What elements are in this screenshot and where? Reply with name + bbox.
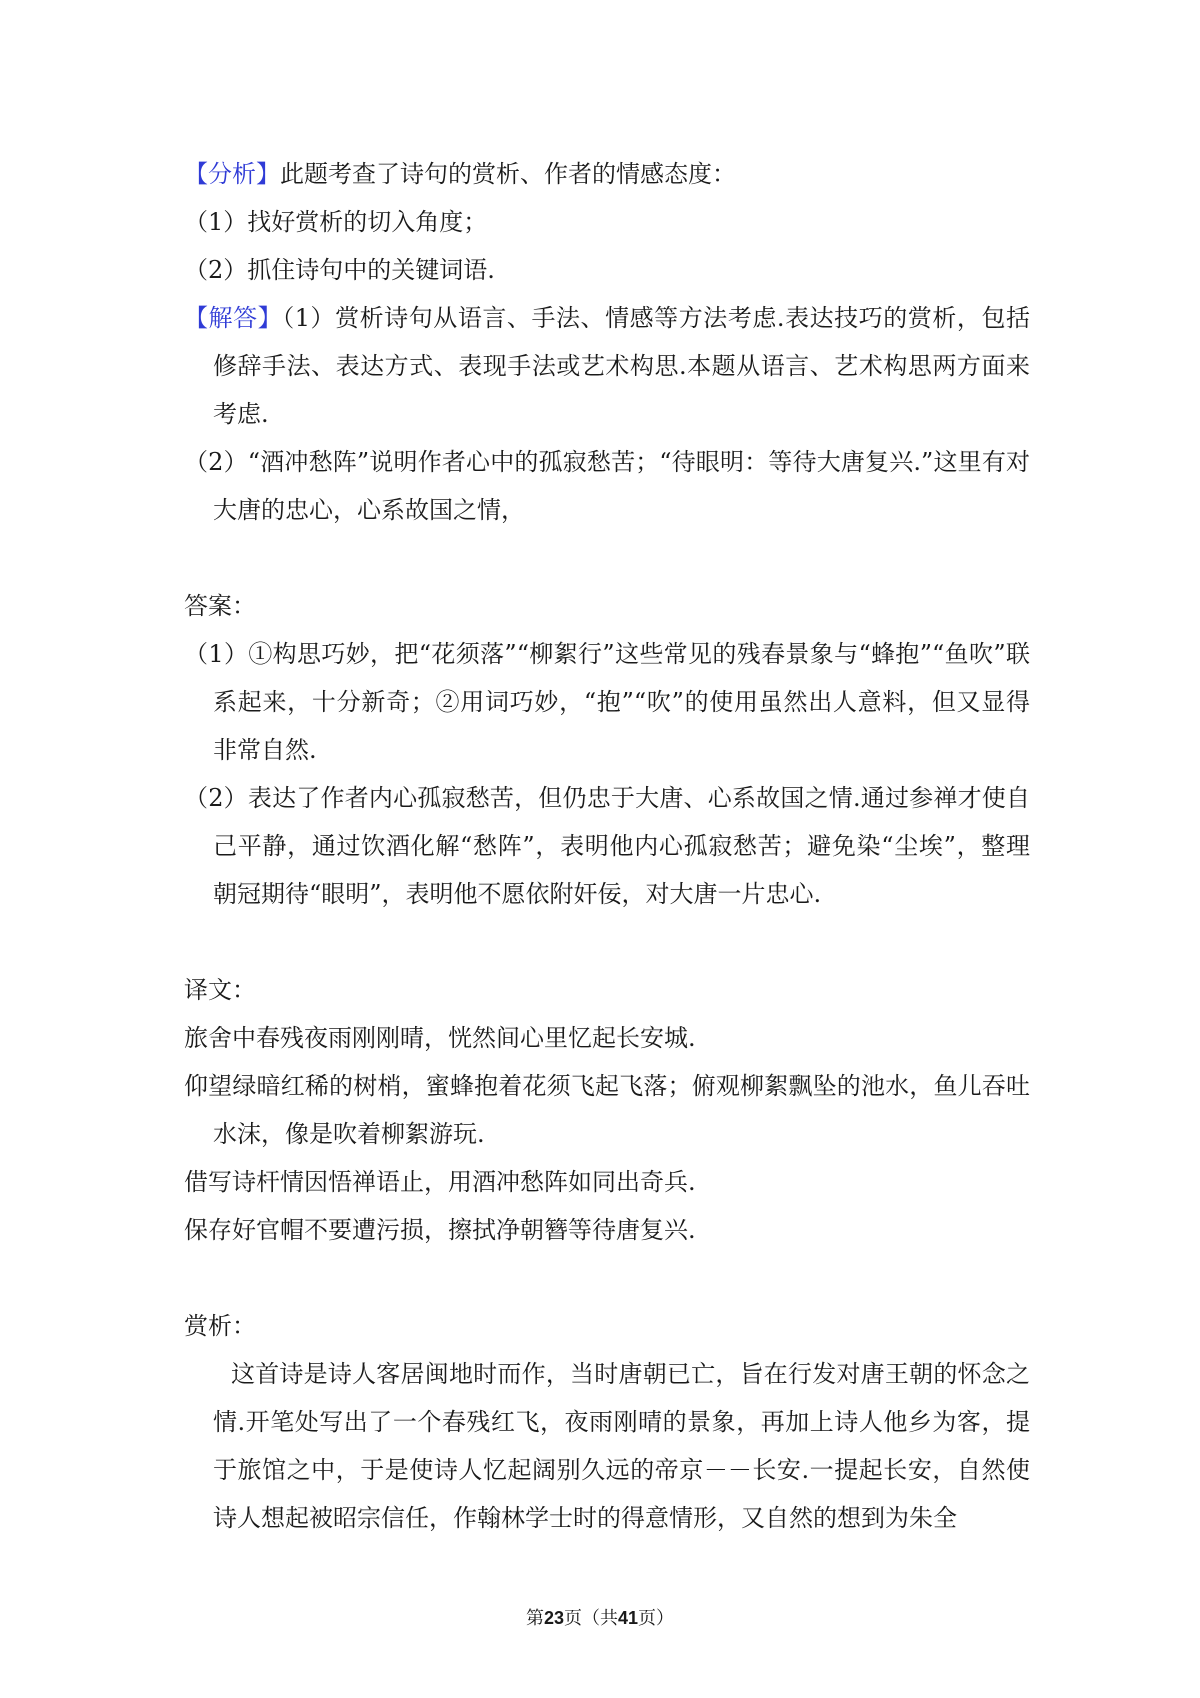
page-footer [0,1604,1200,1630]
page-content [184,150,1030,1542]
analysis-point-1: （1）找好赏析的切入角度； [184,208,488,236]
spacer [184,1254,1030,1302]
analysis-intro-text: 此题考查了诗句的赏析、作者的情感态度： [280,160,736,188]
solution-paragraph-2: （2）“酒冲愁阵”说明作者心中的孤寂愁苦；“待眼明：等待大唐复兴.”这里有对大唐的忠心，心系故国之情， [184,448,1030,524]
spacer [184,534,1030,582]
spacer [184,918,1030,966]
translation-heading: 译文： [184,976,256,1004]
footer-total-pages: 41 [618,1608,639,1628]
translation-line-4: 保存好官帽不要遭污损，擦拭净朝簪等待唐复兴. [184,1216,696,1244]
footer-page-number: 23 [543,1608,564,1628]
footer-prefix: 第 [525,1608,544,1629]
solution-paragraph-1 [184,294,1030,438]
footer-suffix: 页） [638,1608,675,1629]
footer-middle: 页（共 [564,1608,618,1629]
appreciation-paragraph-1: 这首诗是诗人客居闽地时而作，当时唐朝已亡，旨在行发对唐王朝的怀念之情.开笔处写出了一个春残红飞，夜雨刚晴的景象，再加上诗人他乡为客，提于旅馆之中，于是使诗人忆起阔别久远的帝京－－长安.一提起长安，自然使诗人想起被昭宗信任，作翰林学士时的得意情形，又自然的想到为朱全 [213,1360,1030,1532]
solution-tag: 【解答】 [184,304,283,332]
analysis-point-2: （2）抓住诗句中的关键词语. [184,256,495,284]
solution-p1-text: （1）赏析诗句从语言、手法、情感等方法考虑.表达技巧的赏析，包括修辞手法、表达方式、表现手法或艺术构思.本题从语言、艺术构思两方面来考虑. [213,304,1030,428]
appreciation-heading: 赏析： [184,1312,256,1340]
analysis-tag: 【分析】 [184,160,280,188]
translation-line-2: 仰望绿暗红稀的树梢，蜜蜂抱着花须飞起飞落；俯观柳絮飘坠的池水，鱼儿吞吐水沫，像是吹着柳絮游玩. [184,1072,1030,1148]
answer-paragraph-2: （2）表达了作者内心孤寂愁苦，但仍忠于大唐、心系故国之情.通过参禅才使自己平静，通过饮酒化解“愁阵”，表明他内心孤寂愁苦；避免染“尘埃”，整理朝冠期待“眼明”，表明他不愿依附奸佞，对大唐一片忠心. [184,784,1030,908]
answer-paragraph-1: （1）①构思巧妙，把“花须落”“柳絮行”这些常见的残春景象与“蜂抱”“鱼吹”联系起来，十分新奇；②用词巧妙，“抱”“吹”的使用虽然出人意料，但又显得非常自然. [184,640,1030,764]
translation-line-1: 旅舍中春残夜雨刚刚晴，恍然间心里忆起长安城. [184,1024,696,1052]
analysis-intro [184,150,1030,198]
answer-heading: 答案： [184,592,256,620]
translation-line-3: 借写诗杆情因悟禅语止，用酒冲愁阵如同出奇兵. [184,1168,696,1196]
